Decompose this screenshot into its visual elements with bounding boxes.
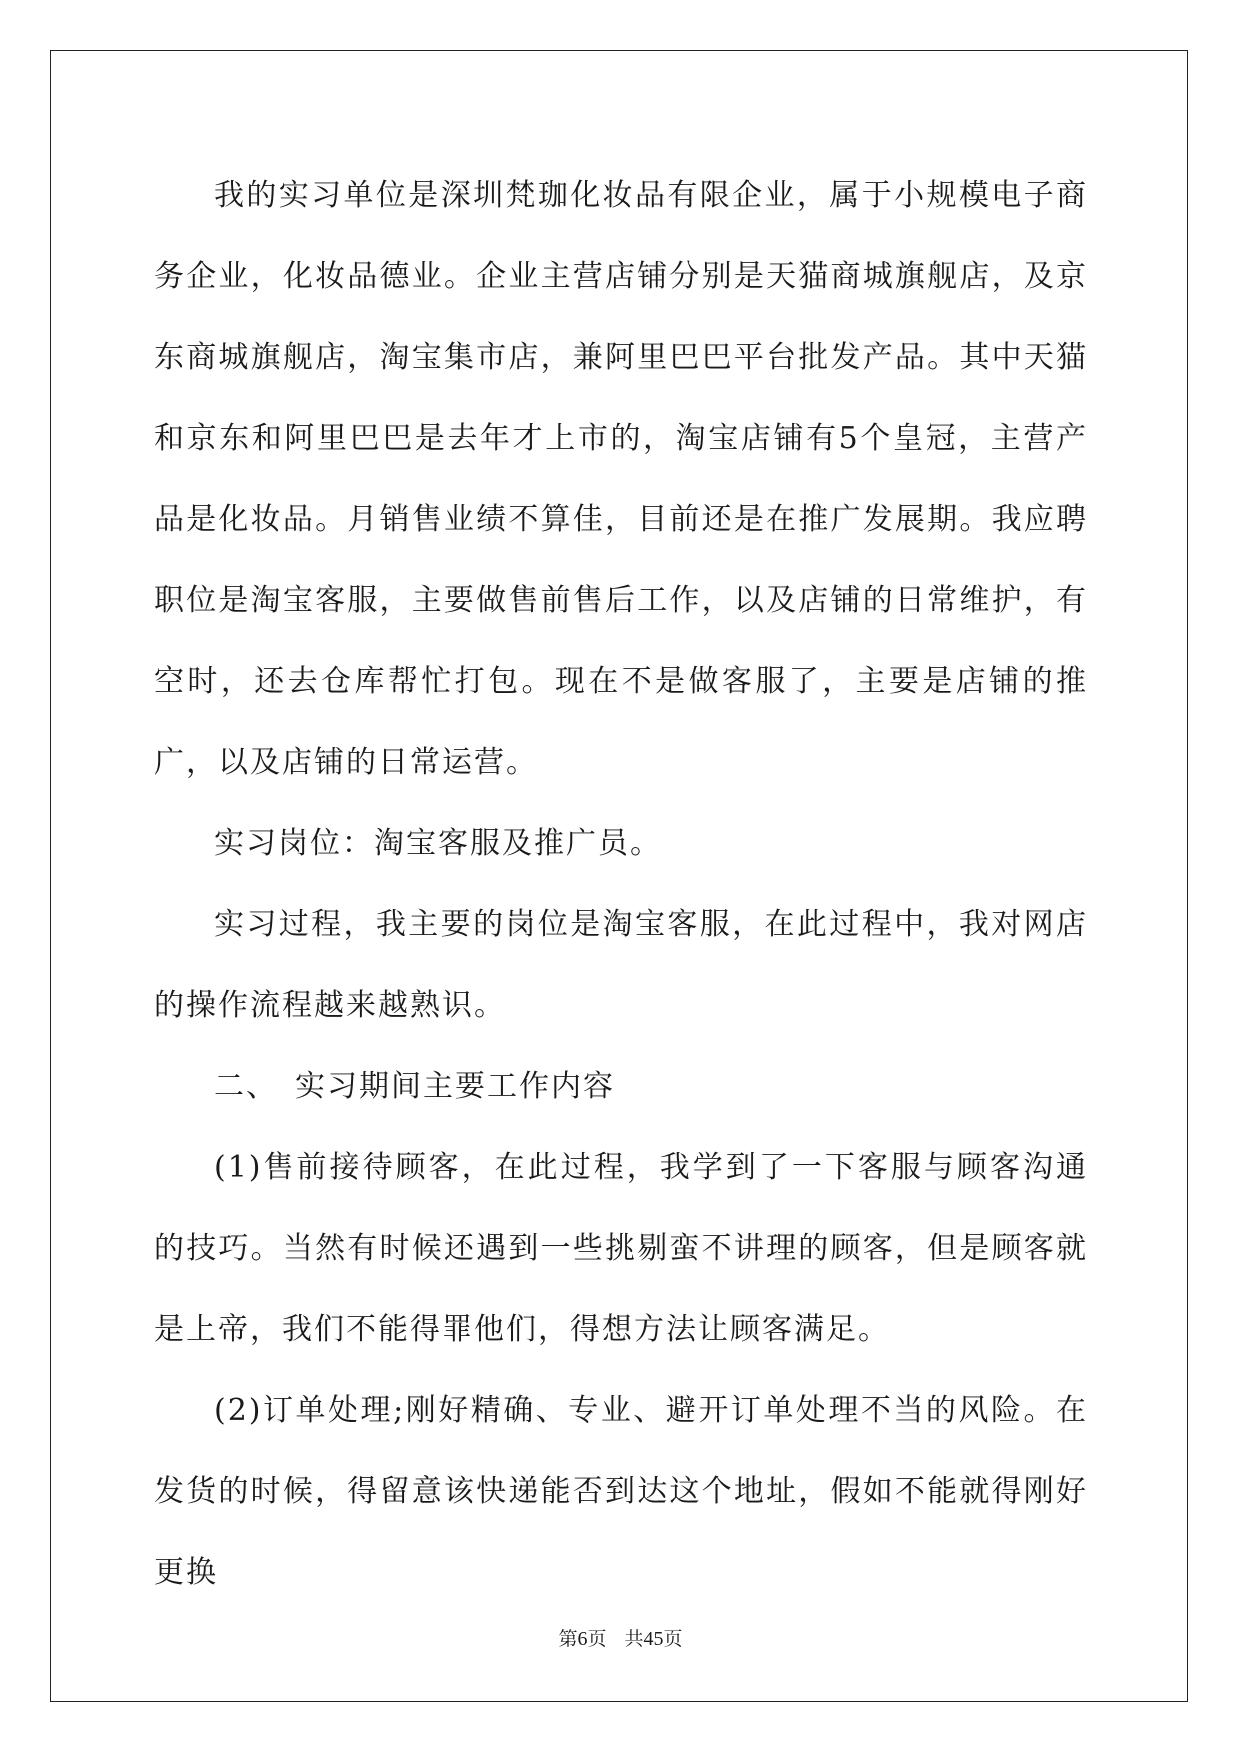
total-prefix: 共 — [624, 1628, 644, 1650]
paragraph-presales: (1)售前接待顾客，在此过程，我学到了一下客服与顾客沟通的技巧。当然有时候还遇到一些挑剔蛮不讲理的顾客，但是顾客就是上帝，我们不能得罪他们，得想方法让顾客满足。 — [154, 1150, 1088, 1347]
page-prefix: 第 — [558, 1628, 578, 1650]
total-pages: 45 — [643, 1628, 664, 1650]
paragraph-order-processing: (2)订单处理;刚好精确、专业、避开订单处理不当的风险。在发货的时候，得留意该快递能否到达这个地址，假如不能就得刚好更换 — [154, 1393, 1088, 1590]
page-footer — [0, 1627, 1241, 1651]
document-body — [154, 155, 1088, 1613]
page-number: 6 — [577, 1628, 588, 1650]
section-heading-main-work: 二、 实习期间主要工作内容 — [214, 1069, 615, 1104]
total-suffix: 页 — [663, 1628, 683, 1650]
page-suffix: 页 — [587, 1628, 607, 1650]
paragraph-internship-position: 实习岗位：淘宝客服及推广员。 — [214, 826, 662, 861]
paragraph-company-intro: 我的实习单位是深圳梵珈化妆品有限企业，属于小规模电子商务企业，化妆品德业。企业主营店铺分别是天猫商城旗舰店，及京东商城旗舰店，淘宝集市店，兼阿里巴巴平台批发产品。其中天猫和京东和阿里巴巴是去年才上市的，淘宝店铺有5个皇冠，主营产品是化妆品。月销售业绩不算佳，目前还是在推广发展期。我应聘职位是淘宝客服，主要做售前售后工作，以及店铺的日常维护，有空时，还去仓库帮忙打包。现在不是做客服了，主要是店铺的推广，以及店铺的日常运营。 — [154, 178, 1088, 780]
paragraph-internship-process: 实习过程，我主要的岗位是淘宝客服，在此过程中，我对网店的操作流程越来越熟识。 — [154, 907, 1088, 1023]
